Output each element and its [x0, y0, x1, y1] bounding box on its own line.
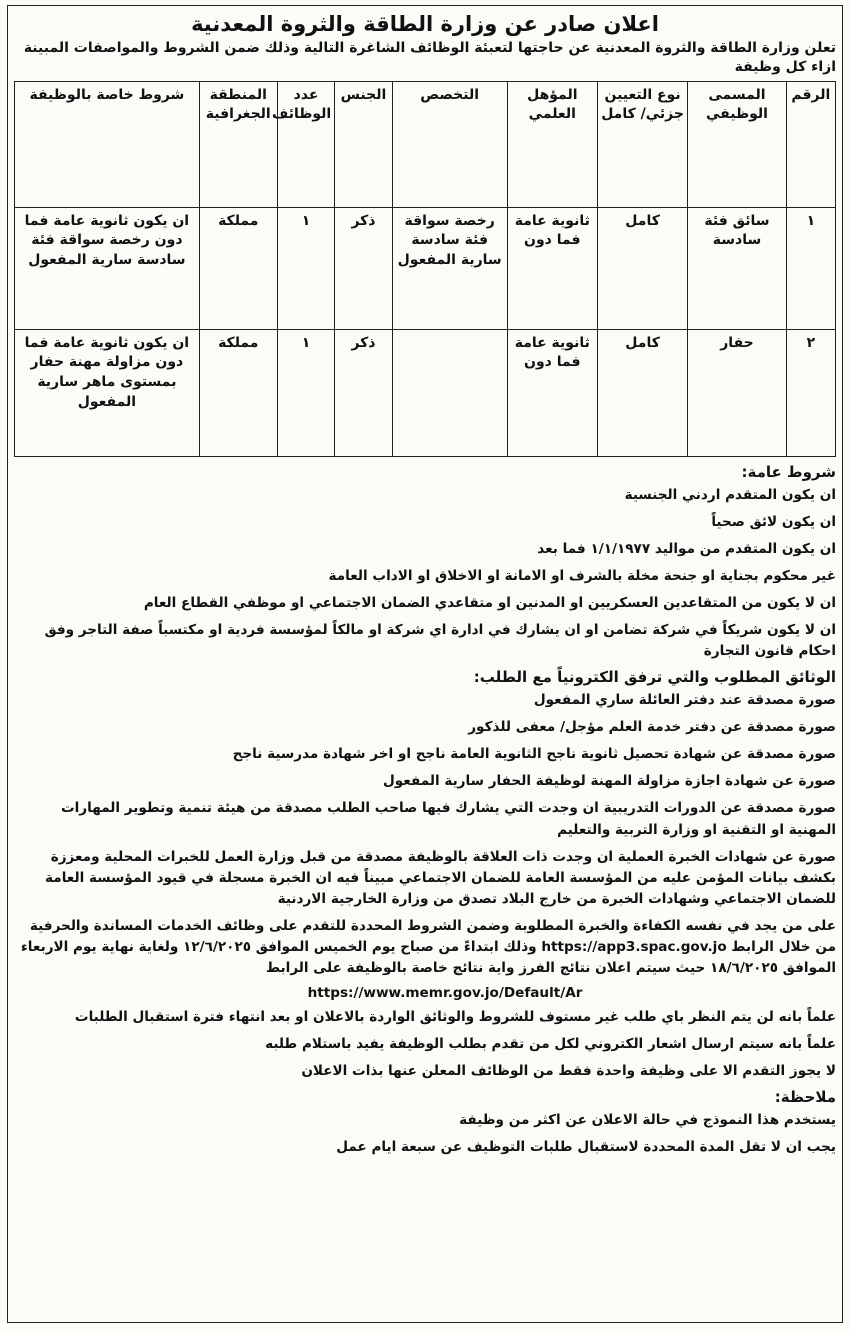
remark-heading: ملاحظة: [774, 1088, 836, 1107]
apply-text-after: وذلك ابتداءً من صباح يوم الخميس الموافق ١٢/٦/٢٠٢٥ ولغاية نهاية يوم الاربعاء الموافق ١٨/٦/٢٠٢٥ حيث سيتم اعلان نتائج الفرز واية نتائج خاصة بالوظيفة على الرابط [20, 938, 836, 976]
application-instructions [14, 916, 836, 979]
general-conditions-heading: شروط عامة: [741, 462, 836, 481]
cell-special-conditions: ان يكون ثانوية عامة فما دون مزاولة مهنة حفار بمستوى ماهر سارية المفعول [15, 329, 200, 456]
general-condition: ان يكون لائق صحياً [711, 513, 836, 530]
header-vacancies: عدد الوظائف [277, 81, 334, 207]
general-condition: ان لا يكون من المتقاعدين العسكريين او المدنين او متقاعدي الضمان الاجتماعي او موظفي القطاع العام [143, 595, 836, 612]
cell-specialization [392, 329, 507, 456]
cell-gender: ذكر [335, 207, 392, 329]
note-item: لا يجوز التقدم الا على وظيفة واحدة فقط من الوظائف المعلن عنها بذات الاعلان [301, 1063, 836, 1080]
header-qualification: المؤهل العلمي [507, 81, 597, 207]
remark-item: يستخدم هذا النموذج في حالة الاعلان عن اكثر من وظيفة [459, 1112, 836, 1129]
note-item: علماً بانه سيتم ارسال اشعار الكتروني لكل من تقدم بطلب الوظيفة يفيد باستلام طلبه [265, 1036, 836, 1053]
intro-text: تعلن وزارة الطاقة والثروة المعدنية عن حاجتها لتعبئة الوظائف الشاغرة التالية وذلك ضمن الشروط والمواصفات المبينة ازاء كل وظيفة [23, 40, 836, 75]
required-document: صورة مصدقة عن شهادة تحصيل ثانوية ناجح الثانوية العامة ناجح او اخر شهادة مدرسية ناجح [232, 746, 836, 763]
cell-qualification: ثانوية عامة فما دون [507, 207, 597, 329]
apply-text-before: على من يجد في نفسه الكفاءة والخبرة المطلوبة وضمن الشروط المحددة للتقدم على وظائف الخدمات المساندة والحرفية من خلال الرابط [29, 917, 836, 955]
cell-region: مملكة [199, 207, 277, 329]
cell-gender: ذكر [335, 329, 392, 456]
cell-qualification: ثانوية عامة فما دون [507, 329, 597, 456]
header-appointment-type: نوع التعيين جزئي/ كامل [597, 81, 687, 207]
cell-special-conditions: ان يكون ثانوية عامة فما دون رخصة سواقة فئة سادسة سارية المفعول [15, 207, 200, 329]
header-specialization: التخصص [392, 81, 507, 207]
header-number: الرقم [786, 81, 835, 207]
table-header-row [15, 81, 836, 207]
page-title: اعلان صادر عن وزارة الطاقة والثروة المعدنية [191, 12, 659, 36]
required-document: صورة عن شهادات الخبرة العملية ان وجدت ذات العلاقة بالوظيفة مصدقة من قبل وزارة العمل للخبرات المحلية ومعززة بكشف بيانات المؤمن عليه من المؤسسة العامة للضمان الاجتماعي مبيناً فيه ان الخبرة مسجلة في قيود المؤسسة العامة للضمان الاجتماعي وشهادات الخبرة من خارج البلاد تصدق من وزارة الخارجية الاردنية [45, 848, 836, 907]
note-item: علماً بانه لن يتم النظر باي طلب غير مستوف للشروط والوثائق الواردة بالاعلان او بعد انتهاء فترة استقبال الطلبات [74, 1008, 836, 1025]
header-special-conditions: شروط خاصة بالوظيفة [15, 81, 200, 207]
documents-heading: الوثائق المطلوب والتي ترفق الكترونياً مع الطلب: [473, 668, 836, 687]
cell-appointment-type: كامل [597, 207, 687, 329]
cell-specialization: رخصة سواقة فئة سادسة سارية المفعول [392, 207, 507, 329]
cell-region: مملكة [199, 329, 277, 456]
cell-number: ١ [786, 207, 835, 329]
apply-link-spac[interactable]: https://app3.spac.gov.jo [541, 938, 727, 955]
jobs-table [14, 81, 836, 457]
cell-number: ٢ [786, 329, 835, 456]
general-condition: ان لا يكون شريكاً في شركة تضامن او ان يشارك في ادارة اي شركة او مالكاً لمؤسسة فردية او مكتسباً صفة التاجر وفق احكام قانون التجارة [44, 622, 836, 660]
cell-vacancies: ١ [277, 329, 334, 456]
required-document: صورة مصدقة عن الدورات التدريبية ان وجدت التي يشارك فيها صاحب الطلب مصدقة من هيئة تنمية وتطوير المهارات المهنية او التقنية او وزارة التربية والتعليم [60, 800, 836, 838]
cell-job-title: سائق فئة سادسة [688, 207, 787, 329]
header-region: المنطقة الجغرافية [199, 81, 277, 207]
required-document: صورة عن شهادة اجازة مزاولة المهنة لوظيفة الحفار سارية المفعول [382, 773, 836, 790]
general-condition: ان يكون المتقدم من مواليد ١/١/١٩٧٧ فما بعد [537, 540, 836, 557]
general-condition: ان يكون المتقدم اردني الجنسية [624, 486, 836, 503]
remark-item: يجب ان لا تقل المدة المحددة لاستقبال طلبات التوظيف عن سبعة ايام عمل [336, 1139, 836, 1156]
header-job-title: المسمى الوظيفي [688, 81, 787, 207]
cell-appointment-type: كامل [597, 329, 687, 456]
announcement-page [7, 5, 843, 1323]
cell-vacancies: ١ [277, 207, 334, 329]
header-gender: الجنس [335, 81, 392, 207]
required-document: صورة مصدقة عن دفتر خدمة العلم مؤجل/ معفى للذكور [468, 719, 836, 736]
required-document: صورة مصدقة عند دفتر العائلة ساري المفعول [533, 692, 836, 709]
cell-job-title: حفار [688, 329, 787, 456]
results-link-memr[interactable]: https://www.memr.gov.jo/Default/Ar [307, 984, 583, 1001]
table-row [15, 207, 836, 329]
general-condition: غير محكوم بجناية او جنحة مخلة بالشرف او الامانة او الاخلاق او الاداب العامة [328, 567, 836, 584]
table-row [15, 329, 836, 456]
